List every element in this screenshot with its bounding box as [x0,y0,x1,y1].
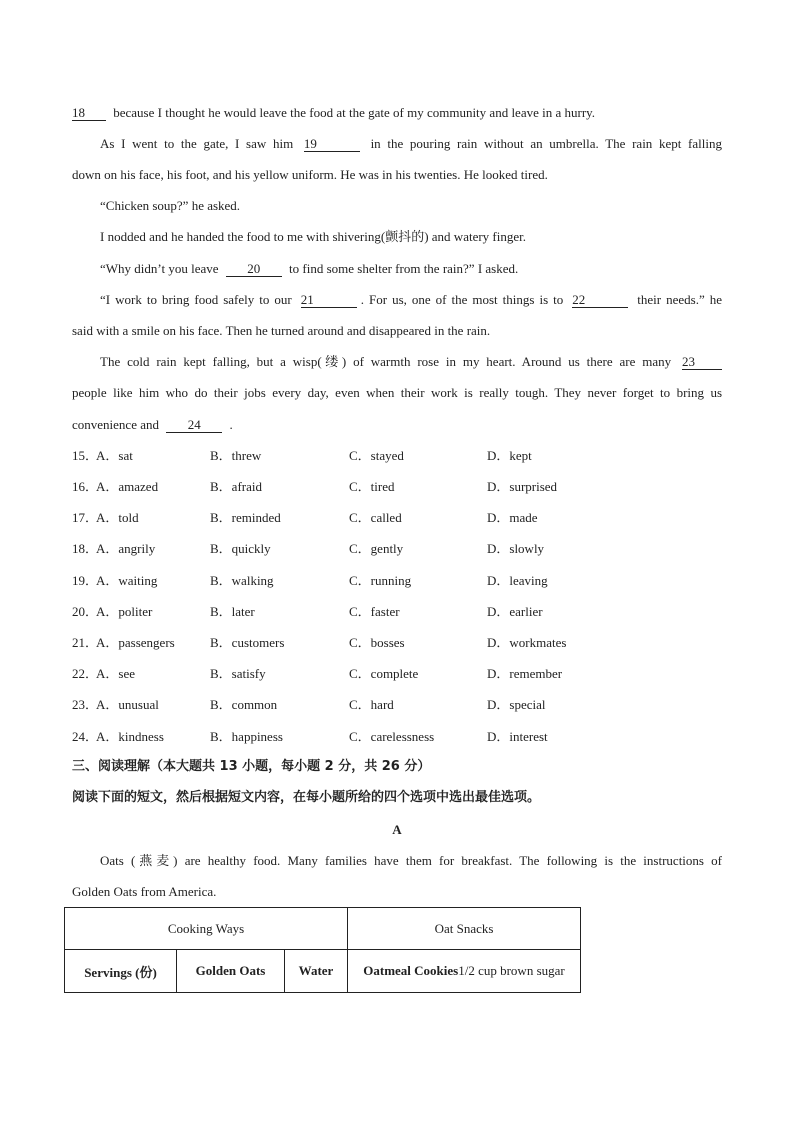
section-instruction: 阅读下面的短文，然后根据短文内容，在每小题所给的四个选项中选出最佳选项。 [72,790,541,805]
option-a: A．told [96,510,139,525]
blank-21: 21 [301,293,357,308]
intro-line-2: Golden Oats from America. [72,884,217,899]
passage-line-6: “I work to bring food safely to our 21 . For us, one of the most things is to 22 their needs.” he [100,292,723,307]
option-b: B．quickly [210,541,271,556]
option-b: B．happiness [210,729,283,744]
passage-line-3: “Chicken soup?” he asked. [100,198,241,213]
table-row [65,950,581,993]
question-row: 20． A．politer B．later C．faster D．earlier [72,604,543,619]
option-d: D．leaving [487,573,548,588]
question-row: 15． A．sat B．threw C．stayed D．kept [72,448,532,463]
option-c: C．hard [349,697,394,712]
option-b: B．afraid [210,479,262,494]
option-a: A．waiting [96,573,158,588]
option-c: C．faster [349,604,400,619]
passage-line-10: convenience and 24 . [72,417,233,432]
option-d: D．slowly [487,541,545,556]
passage-line-0: 18 because I thought he would leave the food at the gate of my community and leave in a hurry. [72,105,596,120]
option-d: D．surprised [487,479,558,494]
option-d: D．earlier [487,604,543,619]
option-d: D．made [487,510,538,525]
option-d: D．interest [487,729,548,744]
option-b: B．reminded [210,510,281,525]
passage-line-2: down on his face, his foot, and his yellow uniform. He was in his twenties. He looked tired. [72,167,548,182]
option-a: A．amazed [96,479,159,494]
servings-cell: Servings (份) [65,950,177,993]
oats-instructions-table [64,907,581,993]
option-d: D．remember [487,666,563,681]
golden-oats-cell: Golden Oats [177,950,285,993]
question-row: 23． A．unusual B．common C．hard D．special [72,697,546,712]
option-a: A．kindness [96,729,164,744]
intro-line-1: Oats (燕麦) are healthy food. Many families have them for breakfast. The following is the instructions of [100,853,722,868]
question-row: 18． A．angrily B．quickly C．gently D．slowly [72,541,545,556]
option-c: C．stayed [349,448,404,463]
section-heading: 三、阅读理解（本大题共 13 小题，每小题 2 分，共 26 分） [72,759,431,774]
option-a: A．politer [96,604,153,619]
option-a: A．see [96,666,135,681]
question-row: 21． A．passengers B．customers C．bosses D．workmates [72,635,567,650]
question-row: 24． A．kindness B．happiness C．carelessness D．interest [72,729,548,744]
question-row: 17． A．told B．reminded C．called D．made [72,510,538,525]
option-d: D．special [487,697,546,712]
option-b: B．walking [210,573,274,588]
blank-18: 18 [72,106,106,121]
question-row: 22． A．see B．satisfy C．complete D．remember [72,666,563,681]
water-cell: Water [285,950,348,993]
blank-23: 23 [682,355,722,370]
cooking-ways-header: Cooking Ways [65,908,348,950]
oatmeal-cookies-cell: Oatmeal Cookies1/2 cup brown sugar [348,950,581,993]
option-a: A．angrily [96,541,156,556]
passage-line-8: The cold rain kept falling, but a wisp(缕) of warmth rose in my heart. Around us there are many 23 [100,353,722,371]
question-row: 16． A．amazed B．afraid C．tired D．surprised [72,479,558,494]
option-a: A．unusual [96,697,159,712]
passage-line-4: I nodded and he handed the food to me with shivering(颤抖的) and watery finger. [100,229,526,244]
blank-22: 22 [572,293,628,308]
blank-19: 19 [304,137,360,152]
option-a: A．passengers [96,635,175,650]
option-b: B．customers [210,635,285,650]
option-c: C．carelessness [349,729,435,744]
passage-line-7: said with a smile on his face. Then he turned around and disappeared in the rain. [72,323,491,338]
passage-line-9: people like him who do their jobs every day, even when their work is really tough. They never forget to bring us [72,385,722,400]
part-label: A [392,822,402,837]
oat-snacks-header: Oat Snacks [348,908,581,950]
option-b: B．satisfy [210,666,266,681]
option-b: B．common [210,697,278,712]
option-c: C．bosses [349,635,405,650]
option-c: C．called [349,510,402,525]
blank-20: 20 [226,262,282,277]
option-c: C．gently [349,541,404,556]
passage-line-1: As I went to the gate, I saw him 19 in the pouring rain without an umbrella. The rain kept falling [100,136,722,151]
option-b: B．later [210,604,255,619]
option-b: B．threw [210,448,262,463]
option-d: D．kept [487,448,532,463]
table-header-row [65,908,581,950]
passage-line-5: “Why didn’t you leave 20 to find some shelter from the rain?” I asked. [100,261,519,276]
option-c: C．running [349,573,412,588]
blank-24: 24 [166,418,222,433]
option-d: D．workmates [487,635,567,650]
option-c: C．tired [349,479,395,494]
question-row: 19． A．waiting B．walking C．running D．leaving [72,573,548,588]
option-a: A．sat [96,448,133,463]
option-c: C．complete [349,666,419,681]
